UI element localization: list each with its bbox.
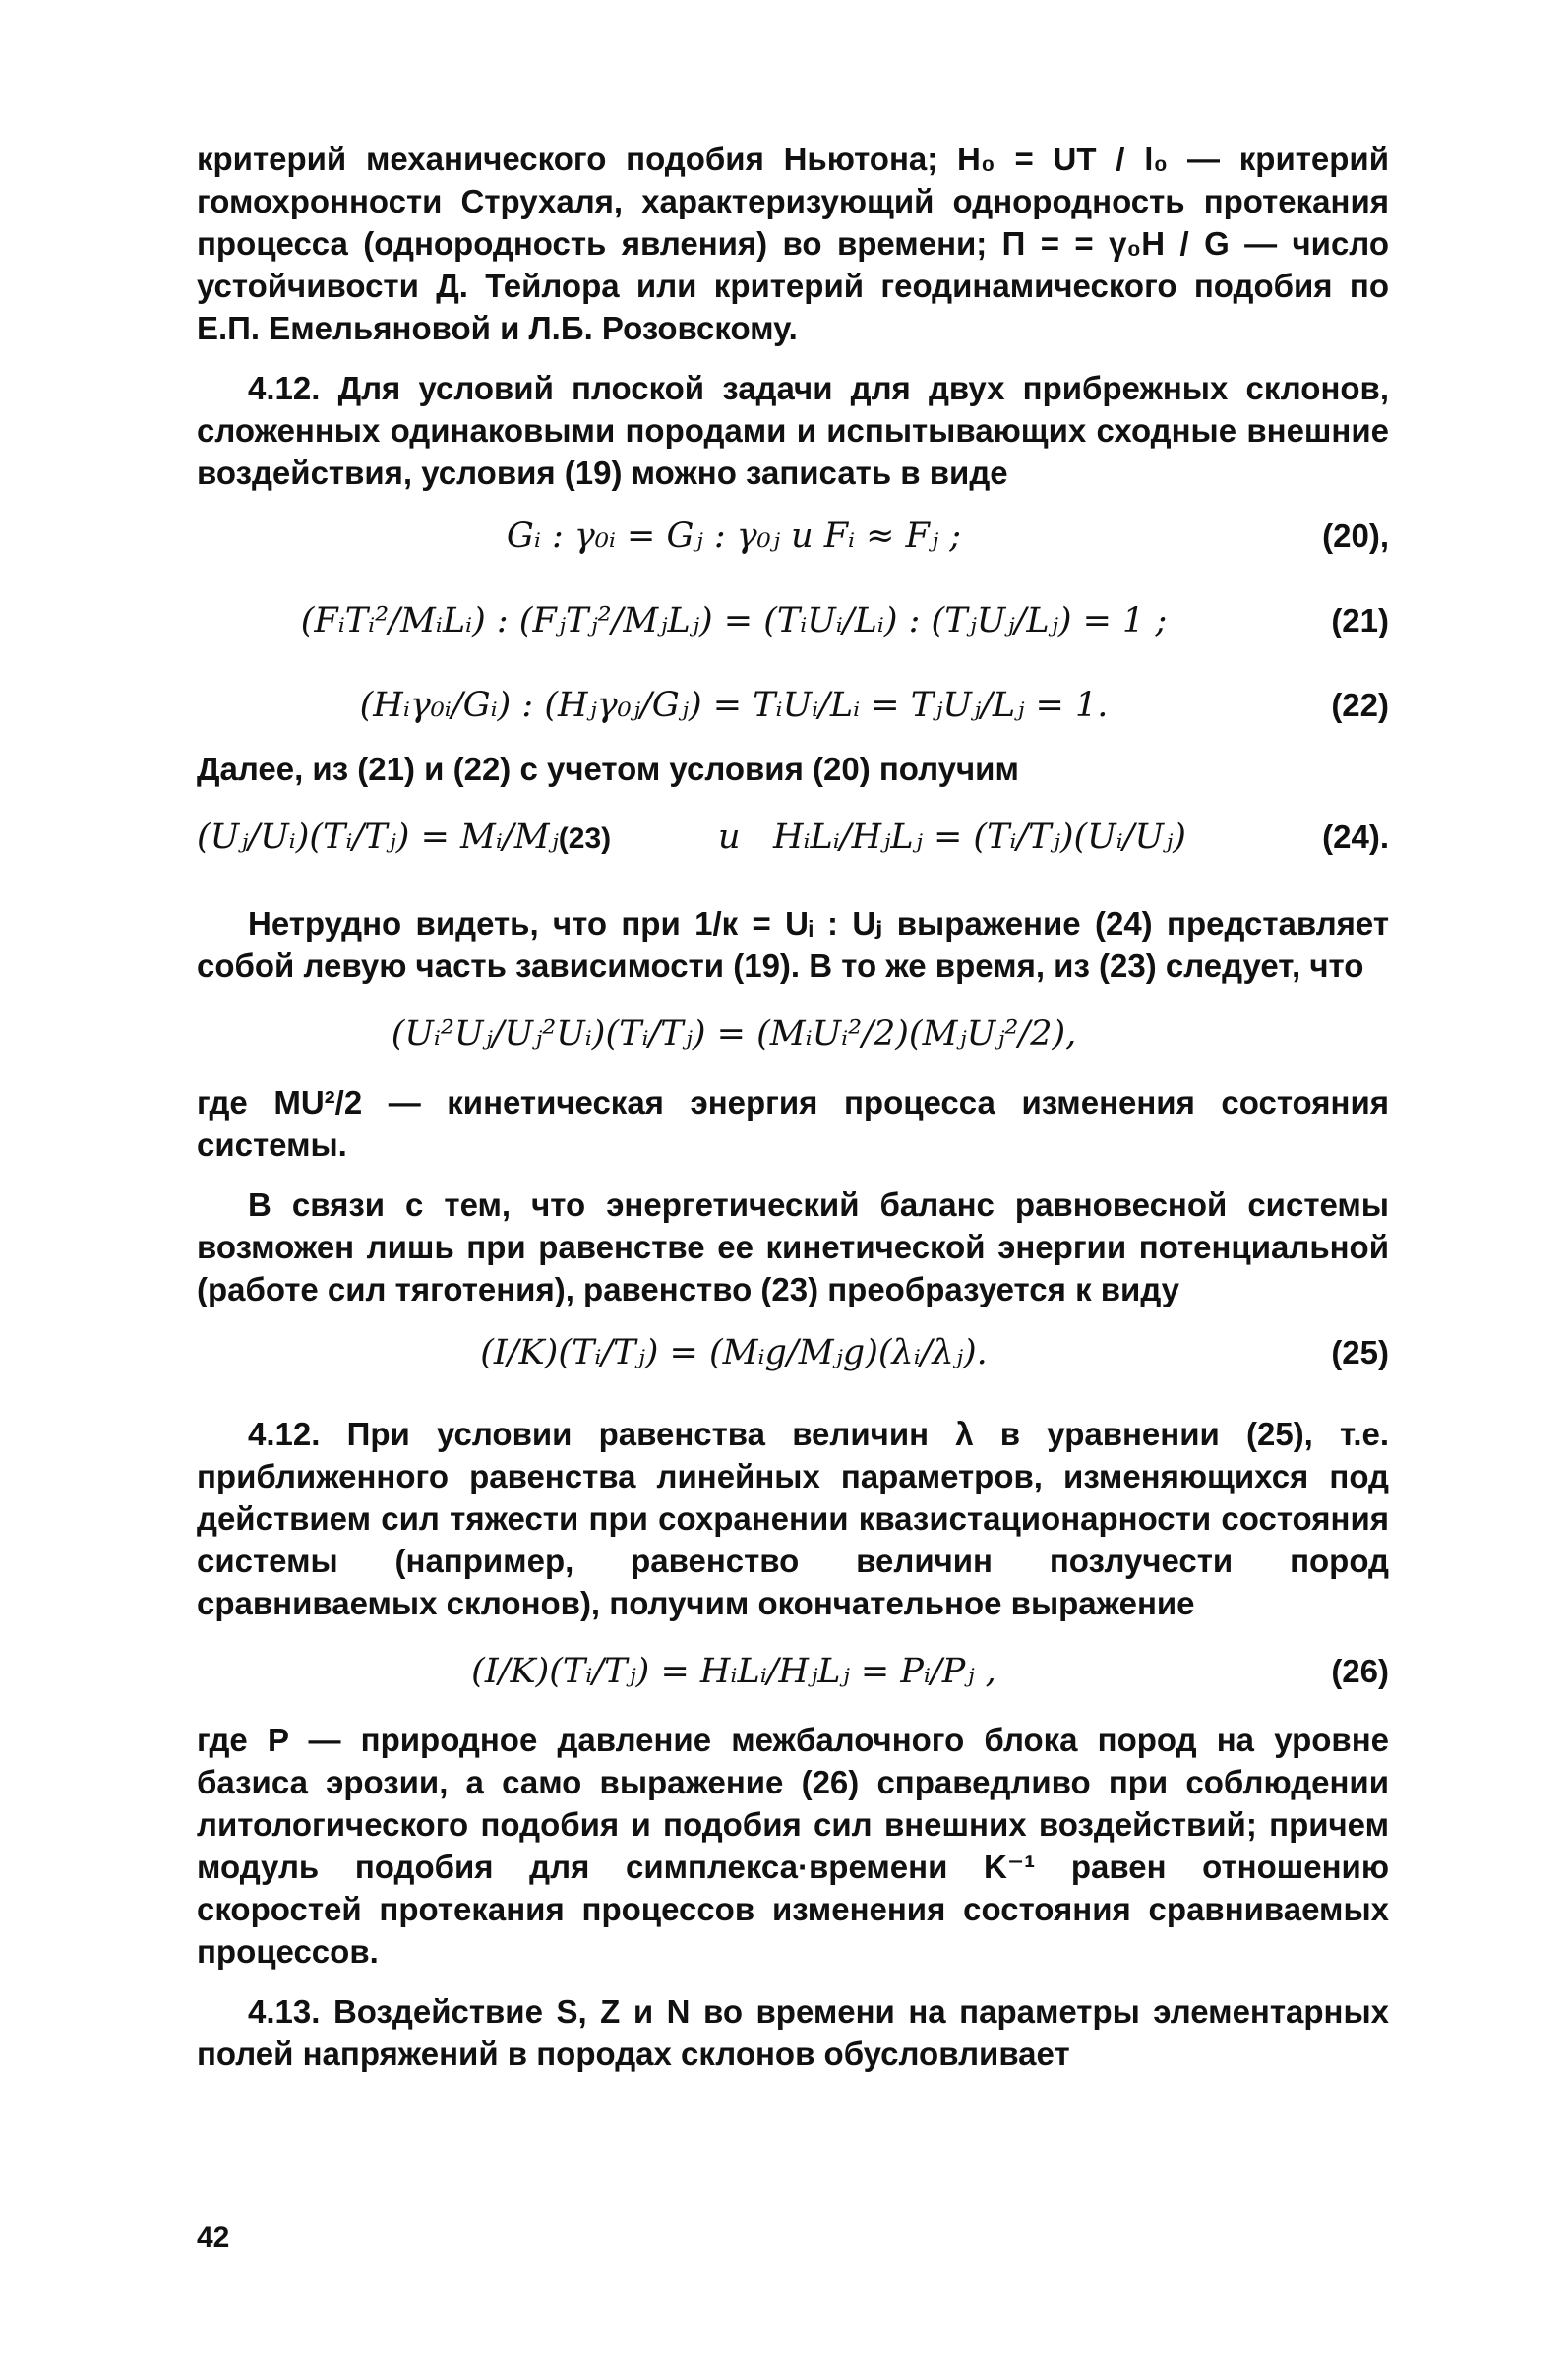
paragraph-text: При условии равенства величин λ в уравнении (25), т.е. приближенного равенства линейных параметров, изменяющихся под действием сил тяжести при сохранении квазистационарности состояния системы (например, равенство величин позлучести пород сравниваемых склонов), получим окончательное выражение (197, 1416, 1390, 1621)
paragraph-newton-strouhal: критерий механического подобия Ньютона; H₀ = UT / l₀ — критерий гомохронности Струхаля, характеризующий однородность протекания процесса (однородность явления) во времени; П = = γ₀H / G — число устойчивости Д. Тейлора или критерий геодинамического подобия по Е.П. Емельяновой и Л.Б. Розовскому. (197, 141, 1389, 346)
equation-26 (197, 1624, 1389, 1719)
paragraph-energy-balance: В связи с тем, что энергетический баланс равновесной системы возможен лишь при равенстве ее кинетической энергии потенциальной (работе сил тяготения), равенство (23) преобразуется к виду (197, 1186, 1389, 1307)
conjunction: и (718, 818, 741, 857)
page-number: 42 (197, 2221, 230, 2254)
equation-body: (Uⱼ/Uᵢ)(Tᵢ/Tⱼ) = Mᵢ/Mⱼ (197, 818, 559, 857)
paragraph-easy-to-see: Нетрудно видеть, что при 1/к = Uᵢ : Uⱼ выражение (24) представляет собой левую часть зависимости (19). В то же время, из (23) следует, что (197, 905, 1389, 984)
equation-number: (23) (558, 822, 612, 855)
equation-number: (22) (1331, 687, 1389, 723)
equation-25 (197, 1310, 1389, 1395)
equation-number: (21) (1331, 602, 1389, 638)
section-number: 4.12. (248, 1416, 321, 1452)
text-column (197, 138, 1389, 2075)
equation-body: (FᵢTᵢ²/MᵢLᵢ) : (FⱼTⱼ²/MⱼLⱼ) = (TᵢUᵢ/Lᵢ) : (TⱼUⱼ/Lⱼ) = 1 ; (300, 601, 1168, 640)
paragraph-section-4-13 (197, 1990, 1389, 2075)
spacer (197, 1166, 1389, 1184)
equation-body: (Uᵢ²Uⱼ/Uⱼ²Uᵢ)(Tᵢ/Tⱼ) = (MᵢUᵢ²/2)(MⱼUⱼ²/2), (391, 1014, 1077, 1054)
equation-number: (25) (1331, 1334, 1389, 1370)
equations-23-24 (197, 790, 1389, 884)
equation-number: (20), (1322, 517, 1389, 554)
spacer (197, 1395, 1389, 1413)
paragraph-further: Далее, из (21) и (22) с учетом условия (20) получим (197, 751, 1019, 787)
spacer (197, 884, 1389, 902)
equation-20 (197, 494, 1389, 578)
spacer (197, 1973, 1389, 1990)
equation-number: (24). (1322, 819, 1389, 855)
equation-energy (197, 987, 1389, 1081)
paragraph-text: Воздействие S, Z и N во времени на параметры элементарных полей напряжений в породах склонов обусловливает (197, 1993, 1389, 2072)
paragraph-section-4-12-b (197, 1413, 1389, 1624)
equation-body: Gᵢ : γ₀ᵢ = Gⱼ : γ₀ⱼ и Fᵢ ≈ Fⱼ ; (506, 517, 962, 556)
equation-23 (197, 790, 611, 886)
equation-body: HᵢLᵢ/HⱼLⱼ = (Tᵢ/Tⱼ)(Uᵢ/Uⱼ) (772, 818, 1186, 857)
paragraph-natural-pressure: где P — природное давление межбалочного блока пород на уровне базиса эрозии, а само выражение (26) справедливо при соблюдении литологического подобия и подобия сил внешних воздействий; причем модуль подобия для симплекса·времени K⁻¹ равен отношению скоростей протекания процессов изменения состояния сравниваемых процессов. (197, 1722, 1389, 1970)
equation-24 (718, 790, 1186, 884)
equation-body: (Hᵢγ₀ᵢ/Gᵢ) : (Hⱼγ₀ⱼ/Gⱼ) = TᵢUᵢ/Lᵢ = TⱼUⱼ/Lⱼ = 1. (359, 686, 1109, 725)
spacer (197, 349, 1389, 367)
section-number: 4.12. (248, 370, 321, 406)
equation-body: (I/K)(Tᵢ/Tⱼ) = HᵢLᵢ/HⱼLⱼ = Pᵢ/Pⱼ , (471, 1652, 996, 1691)
equation-22 (197, 663, 1389, 748)
equation-number: (26) (1331, 1653, 1389, 1689)
paragraph-text: Для условий плоской задачи для двух прибрежных склонов, сложенных одинаковыми породами и испытывающих сходные внешние воздействия, условия (19) можно записать в виде (197, 370, 1389, 491)
equation-21 (197, 578, 1389, 663)
section-number: 4.13. (248, 1993, 321, 2030)
paragraph-section-4-12 (197, 367, 1389, 494)
equation-body: (I/K)(Tᵢ/Tⱼ) = (Mᵢg/Mⱼg)(λᵢ/λⱼ). (480, 1333, 988, 1372)
paragraph-kinetic-energy: где MU²/2 — кинетическая энергия процесса изменения состояния системы. (197, 1084, 1389, 1163)
